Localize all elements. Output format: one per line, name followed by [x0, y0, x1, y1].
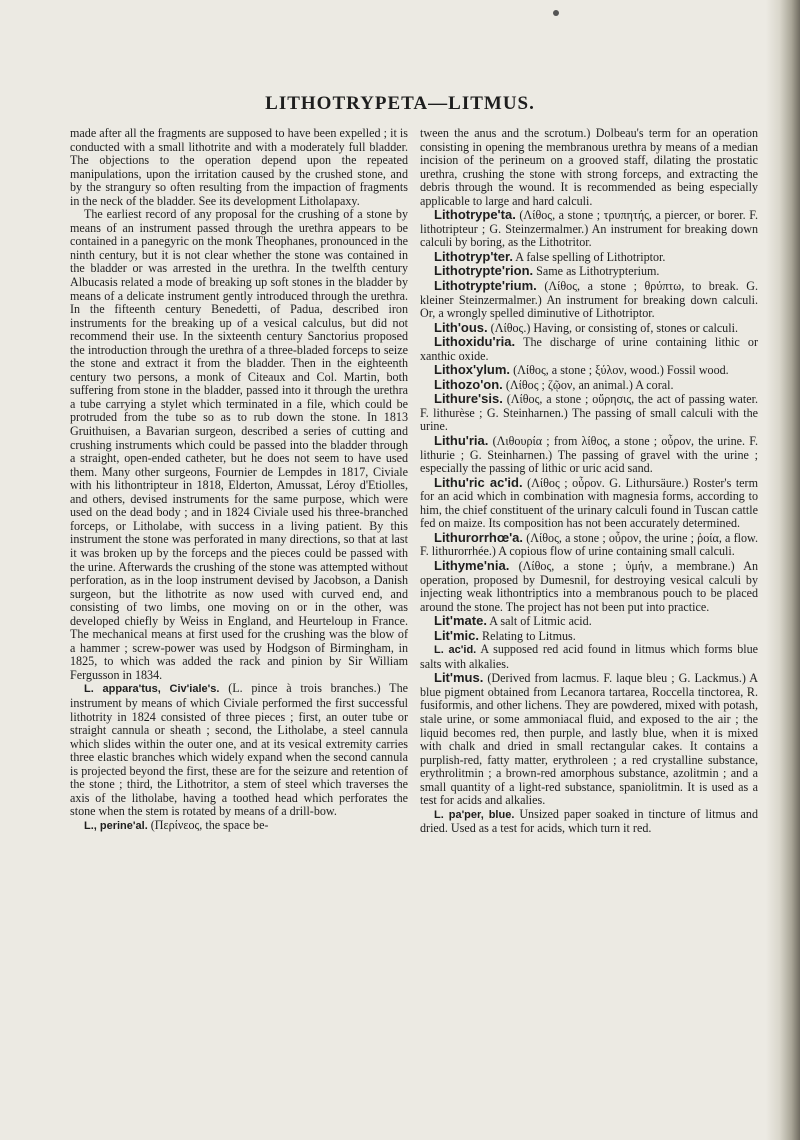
dictionary-entry: [420, 378, 758, 393]
entry-text: (Λίθος, a stone ; θρύπτω, to break. G. kleiner Steinzermalmer.) An instrument for breaking down calculi. Or, a wrongly spelled diminutive of Lithotriptor.: [420, 279, 758, 321]
entry-headword: Lithoxidu'ria.: [434, 334, 516, 350]
dictionary-entry: [420, 671, 758, 807]
entry-perineal: [70, 819, 408, 834]
entry-text: (Λίθος ; ζῷον, an animal.) A coral.: [505, 377, 674, 392]
entry-text: (Περίνεος, the space be-: [150, 817, 269, 832]
dictionary-entry: [420, 208, 758, 250]
dictionary-entry: [420, 808, 758, 836]
entry-text: (Derived from lacmus. F. laque bleu ; G. Lackmus.) A blue pigment obtained from Lecanora tartarea, Roccella tinctorea, R. fusiformis, and other lichens. They are powdered, mixed with potash, stale urine, or some ammoniacal fluid, and exposed to the air ; the liquid becomes red, then purple, and lastly blue, when it is mixed with chalk and dried in small rectangular cakes. It contains a purplish-red, fatty matter, erythroleen ; a red crystalline substance, erythrolitmin ; a brown-red amorphous substance, azolitmin ; and a small quantity of a light-red substance, spaniolitmin. It is used as a test for acids and alkalies.: [420, 671, 758, 808]
entry-text: (L. pince à trois branches.) The instrument by means of which Civiale performed the first successful lithotrity in 1824 consisted of three pieces ; first, an outer tube or straight cannula or sheath ; second, the Litholabe, a steel cannula which slides within the outer one, and at its vesical extremity carries three elastic branches which widely expand when the second cannula is projected beyond the first, these are for the seizure and retention of the stone ; third, the Lithotritor, a stem of steel which traverses the axis of the litholabe, having a toothed head which perforates the stone when the stem is rotated by means of a drill-bow.: [70, 681, 408, 819]
entry-text: (Λίθος, a stone ; ξύλον, wood.) Fossil wood.: [513, 363, 729, 378]
entry-text: Unsized paper soaked in tincture of litmus and dried. Used as a test for acids, which turn it red.: [420, 806, 759, 836]
entry-text: (Λίθος, a stone ; τρυπητής, a piercer, or borer. F. lithotripteur ; G. Steinzermalmer.) An instrument for breaking down calculi by boring, as the Lithotritor.: [420, 208, 758, 250]
dictionary-entry: [420, 321, 758, 336]
entry-headword: Lithurorrhœ'a.: [434, 529, 524, 545]
entry-text: A salt of Litmic acid.: [489, 614, 592, 629]
entry-text: (Λίθος, a stone ; ὑμήν, a membrane.) An operation, proposed by Dumesnil, for destroying vesical calculi by injecting weak lithontriptics into a membranous pouch to be placed around the stone. The project has not been put into practice.: [420, 558, 758, 614]
dictionary-entry: [420, 434, 758, 476]
entry-text: Relating to Litmus.: [482, 628, 576, 643]
entry-text: (Λίθος.) Having, or consisting of, stones or calculi.: [490, 320, 738, 335]
entry-headword: L., perine'al.: [84, 819, 148, 832]
dictionary-entry: [420, 264, 758, 279]
entry-headword: L. ac'id.: [434, 644, 477, 657]
dictionary-entry: [420, 614, 758, 629]
dictionary-entry: [420, 250, 758, 265]
entry-list: [420, 208, 758, 836]
entry-headword: Lithu'ric ac'id.: [434, 474, 523, 490]
entry-headword: Lithotrypte'rium.: [434, 278, 537, 294]
entry-headword: Lithotryp'ter.: [434, 248, 513, 264]
entry-text: A supposed red acid found in litmus which forms blue salts with alkalies.: [420, 642, 759, 671]
dictionary-entry: [420, 629, 758, 644]
entry-headword: Lithu'ria.: [434, 433, 489, 449]
entry-headword: Lit'mus.: [434, 670, 484, 686]
entry-text: Same as Lithotrypterium.: [536, 264, 660, 279]
dictionary-entry: [420, 335, 758, 363]
dictionary-entry: [420, 559, 758, 614]
right-column: [420, 127, 758, 836]
entry-headword: Lit'mate.: [434, 613, 487, 629]
paragraph-continuation: tween the anus and the scrotum.) Dolbeau's term for an operation consisting in opening the membranous urethra by means of a median incision of the perineum on a grooved staff, dilating the prostatic urethra, crushing the stone with strong forceps, and extracting the debris through the wound. It is recommended as being especially applicable to large and hard calculi.: [420, 126, 758, 208]
entry-headword: L. pa'per, blue.: [434, 808, 515, 821]
dictionary-entry: [420, 476, 758, 531]
entry-headword: Lithotrype'ta.: [434, 207, 516, 223]
entry-headword: Lithure'sis.: [434, 391, 503, 407]
left-column: [70, 127, 408, 833]
entry-headword: L. appara'tus, Civ'iale's.: [84, 683, 220, 696]
paragraph-history: The earliest record of any proposal for the crushing of a stone by means of an instrument passed through the urethra appears to be contained in a panegyric on the monk Theophanes, pronounced in the ninth century, but it is not clear whether the stone was contained in the bladder or was arrested in the urethra. In the twelfth century Albucasis related a mode of breaking up soft stones in the bladder by means of a delicate instrument gently introduced through the urethra. In the fifteenth century Benedetti, of Padua, described iron instruments for the breaking up of a vesical calculus, but did not recommend their use. In the sixteenth century Sanctorius proposed the introduction through the urethra of a three-bladed forceps to seize the stone and extract it from the bladder. Then in the eighteenth century two persons, a monk of Citeaux and Col. Martin, both suffering from stone in the bladder, passed into it through the urethra a tube carrying a stylet which terminated in a file, which could be protruded from the tube so as to rub down the stone. In 1813 Gruithuisen, a Bavarian surgeon, described a series of cutting and crushing instruments which could be passed into the bladder through a straight, open-ended catheter, but he does not seem to have used them. Many other surgeons, Fournier de Lempdes in 1817, Civiale with his lithontripteur in 1818, Elderton, Amussat, Léroy d'Etiolles, and others, devised instruments for the same purpose, which were used on the dead body ; and in 1824 Civiale used his three-branched forceps, or Litholabe, with success in a living patient. By this instrument the stone was perforated in many directions, so that at last it was broken up by the forceps and the pieces could be passed with the urine. Afterwards the crushing of the stone was attempted without perforation, as in the loop instrument devised by Jacobson, a Danish surgeon, but the lithotrite as now used with curved end, and consisting of two limbs, one moving on or in the other, was developed chiefly by Weiss in England, and Heurteloup in France. The mechanical means at first used for the crushing was the blow of a hammer ; screw-power was used by Hodgson of Birmingham, in 1825, to which was added the rack and pinion by Sir William Fergusson in 1834.: [70, 207, 408, 682]
dictionary-entry: [420, 363, 758, 378]
running-header: LITHOTRYPETA—LITMUS.: [265, 93, 535, 114]
dictionary-entry: [420, 279, 758, 321]
entry-text: A false spelling of Lithotriptor.: [515, 249, 666, 264]
entry-text: (Λίθος ; οὖρον. G. Lithursäure.) Roster's term for an acid which in combination with magnesia forms, according to him, the chief constituent of the urinary calculi found in Tuscan cattle fed on maize. Its composition has not been accurately determined.: [420, 475, 758, 531]
entry-headword: Lit'mic.: [434, 627, 479, 643]
entry-headword: Lith'ous.: [434, 319, 488, 335]
entry-headword: Lithyme'nia.: [434, 557, 510, 573]
entry-headword: Lithotrypte'rion.: [434, 263, 534, 279]
dictionary-entry: [420, 531, 758, 559]
entry-text: The discharge of urine containing lithic or xanthic oxide.: [420, 335, 758, 363]
entry-headword: Lithozo'on.: [434, 376, 503, 392]
dictionary-entry: [420, 392, 758, 434]
dictionary-entry: [420, 643, 758, 671]
ink-speck: [553, 10, 559, 16]
paragraph-procedure: made after all the fragments are supposed to have been expelled ; it is conducted with a small lithotrite and with a moderately full bladder. The objections to the operation depend upon the repeated manipulations, upon the irritation caused by the crushed stone, and by the strangury so often resulting from the impaction of fragments in the neck of the bladder. See its development Litholapaxy.: [70, 126, 408, 208]
page-edge-shadow: [766, 0, 800, 1140]
entry-text: (Λίθος, a stone ; οὔρησις, the act of passing water. F. lithurèse ; G. Steinharnen.) The passing of small calculi with the urine.: [420, 392, 758, 434]
entry-text: (Λίθος, a stone ; οὖρον, the urine ; ῥοία, a flow. F. lithurorrhée.) A copious flow of urine containing small calculi.: [420, 530, 758, 559]
entry-civiale-apparatus: [70, 682, 408, 818]
entry-headword: Lithox'ylum.: [434, 362, 511, 378]
entry-text: (Λιθουρία ; from λίθος, a stone ; οὖρον, the urine. F. lithurie ; G. Steinharnen.) The passing of gravel with the urine ; especially the passing of lithic or uric acid sand.: [420, 434, 758, 476]
